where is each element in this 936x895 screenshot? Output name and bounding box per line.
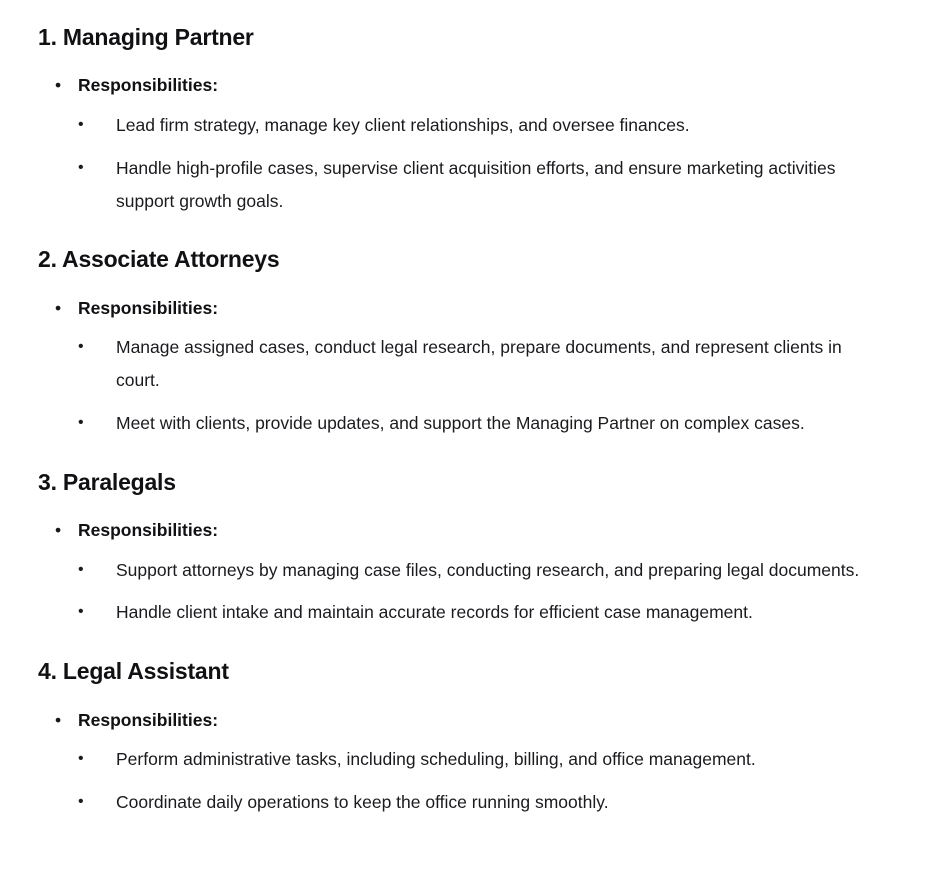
role-section-managing-partner <box>38 22 916 217</box>
responsibilities-label: Responsibilities: <box>78 709 219 730</box>
bullet-icon: • <box>55 297 62 318</box>
responsibilities-list <box>38 704 916 819</box>
bullet-icon: • <box>78 413 84 431</box>
responsibilities-label: Responsibilities: <box>78 520 219 541</box>
responsibilities-item <box>38 292 916 440</box>
list-item-text: Handle high-profile cases, supervise client acquisition efforts, and ensure marketing activities support growth goals. <box>116 157 836 211</box>
bullet-icon: • <box>78 750 84 768</box>
list-item <box>78 596 888 629</box>
list-item <box>78 109 888 142</box>
list-item-text: Perform administrative tasks, including scheduling, billing, and office management. <box>116 749 756 770</box>
bullet-icon: • <box>55 520 62 541</box>
bullet-icon: • <box>78 560 84 578</box>
role-section-legal-assistant <box>38 656 916 819</box>
responsibilities-item <box>38 69 916 217</box>
detail-list <box>78 743 916 819</box>
bullet-icon: • <box>78 158 84 176</box>
detail-list <box>78 331 916 440</box>
list-item-text: Handle client intake and maintain accurate records for efficient case management. <box>116 602 753 623</box>
responsibilities-item <box>38 514 916 629</box>
list-item <box>78 554 888 587</box>
bullet-icon: • <box>55 709 62 730</box>
role-section-paralegals <box>38 467 916 630</box>
section-heading: 2. Associate Attorneys <box>38 246 280 273</box>
list-item-text: Manage assigned cases, conduct legal research, prepare documents, and represent clients in court. <box>116 337 842 391</box>
responsibilities-label: Responsibilities: <box>78 75 219 96</box>
bullet-icon: • <box>78 115 84 133</box>
bullet-icon: • <box>78 338 84 356</box>
detail-list <box>78 554 916 630</box>
section-heading: 4. Legal Assistant <box>38 658 229 685</box>
list-item-text: Support attorneys by managing case files, conducting research, and preparing legal documents. <box>116 559 860 580</box>
bullet-icon: • <box>55 75 62 96</box>
list-item <box>78 152 888 218</box>
role-section-associate-attorneys <box>38 244 916 439</box>
bullet-icon: • <box>78 603 84 621</box>
responsibilities-item <box>38 704 916 819</box>
responsibilities-list <box>38 514 916 629</box>
list-item <box>78 786 888 819</box>
bullet-icon: • <box>78 792 84 810</box>
list-item <box>78 407 888 440</box>
detail-list <box>78 109 916 218</box>
responsibilities-label: Responsibilities: <box>78 297 219 318</box>
list-item <box>78 743 888 776</box>
responsibilities-list <box>38 69 916 217</box>
list-item-text: Lead firm strategy, manage key client relationships, and oversee finances. <box>116 114 690 135</box>
list-item-text: Coordinate daily operations to keep the office running smoothly. <box>116 791 609 812</box>
list-item <box>78 331 888 397</box>
section-heading: 1. Managing Partner <box>38 24 254 50</box>
responsibilities-list <box>38 292 916 440</box>
section-heading: 3. Paralegals <box>38 468 176 495</box>
list-item-text: Meet with clients, provide updates, and support the Managing Partner on complex cases. <box>116 412 805 433</box>
